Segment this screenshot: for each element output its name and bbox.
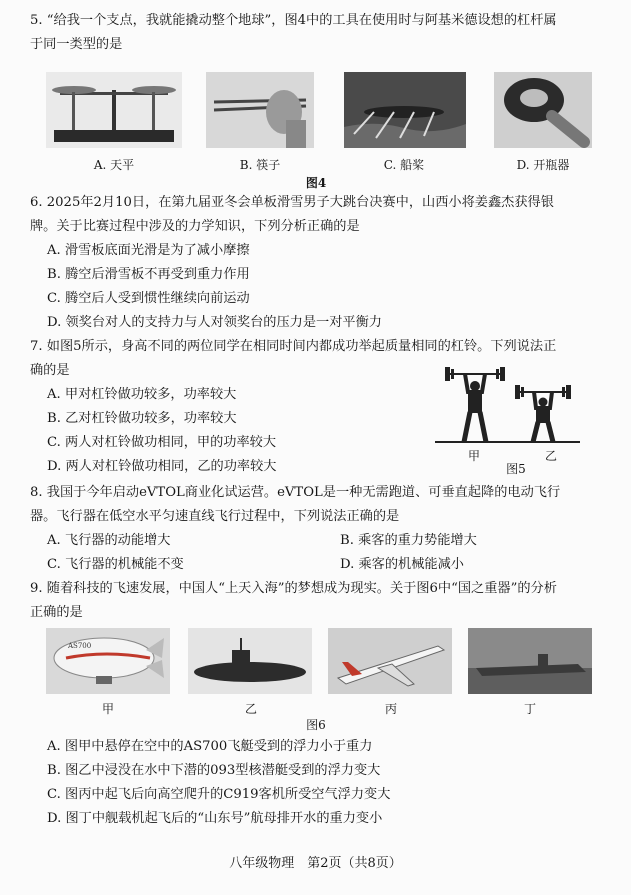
q7-option-a: A. 甲对杠铃做功较多，功率较大 (47, 387, 237, 402)
q9-option-a: A. 图甲中悬停在空中的AS700飞艇受到的浮力小于重力 (47, 739, 373, 754)
q7-option-b: B. 乙对杠铃做功较多，功率较大 (47, 411, 237, 426)
weightlifters-figure (435, 362, 580, 444)
q8-stem-line1: 8. 我国于今年启动eVTOL商业化试运营。eVTOL是一种无需跑道、可垂直起降的电动飞行 (30, 485, 561, 500)
balance-scale-image (46, 72, 182, 148)
rowing-oars-image (344, 72, 466, 148)
q8-option-b: B. 乘客的重力势能增大 (340, 533, 477, 548)
q7-label-yi: 乙 (544, 449, 557, 463)
passenger-jet-image (328, 628, 452, 694)
q6-option-d: D. 领奖台对人的支持力与人对领奖台的压力是一对平衡力 (47, 315, 382, 330)
q9-option-b: B. 图乙中浸没在水中下潜的093型核潜艇受到的浮力变大 (47, 763, 381, 778)
figure-6-caption: 图6 (306, 718, 326, 732)
q7-option-c: C. 两人对杠铃做功相同，甲的功率较大 (47, 435, 277, 450)
airship-text: AS700 (68, 642, 92, 650)
q9-label-yi: 乙 (244, 702, 257, 716)
q5-option-a: A. 天平 (93, 158, 135, 172)
q9-option-c: C. 图丙中起飞后向高空爬升的C919客机所受空气浮力变大 (47, 787, 391, 802)
q9-stem-line2: 正确的是 (30, 605, 83, 620)
q9-stem-line1: 9. 随着科技的飞速发展，中国人“上天入海”的梦想成为现实。关于图6中“国之重器”的分析 (30, 581, 557, 596)
q9-label-ding: 丁 (523, 702, 536, 716)
q9-option-d: D. 图丁中舰载机起飞后的“山东号”航母排开水的重力变小 (47, 811, 383, 826)
q8-stem-line2: 器。飞行器在低空水平匀速直线飞行过程中，下列说法正确的是 (30, 509, 400, 524)
q6-stem-line1: 6. 2025年2月10日，在第九届亚冬会单板滑雪男子大跳台决赛中，山西小将姜鑫杰获得银 (30, 195, 554, 210)
q7-label-jia: 甲 (467, 449, 480, 463)
q6-option-c: C. 腾空后人受到惯性继续向前运动 (47, 291, 250, 306)
figure-4-caption: 图4 (305, 176, 327, 190)
q5-stem-line2: 于同一类型的是 (30, 37, 123, 52)
q9-label-jia: 甲 (101, 702, 114, 716)
q5-option-c: C. 船桨 (383, 158, 425, 172)
aircraft-carrier-image (468, 628, 592, 694)
q5-option-d: D. 开瓶器 (516, 158, 570, 172)
chopsticks-image (206, 72, 314, 148)
q8-option-d: D. 乘客的机械能减小 (340, 557, 464, 572)
airship-image (46, 628, 170, 694)
q8-option-a: A. 飞行器的动能增大 (47, 533, 171, 548)
q8-option-c: C. 飞行器的机械能不变 (47, 557, 184, 572)
bottle-opener-image (494, 72, 592, 148)
q7-option-d: D. 两人对杠铃做功相同，乙的功率较大 (47, 459, 277, 474)
q9-label-bing: 丙 (384, 702, 397, 716)
q6-stem-line2: 牌。关于比赛过程中涉及的力学知识，下列分析正确的是 (30, 219, 360, 234)
page-footer: 八年级物理 第2页（共8页） (229, 856, 402, 871)
figure-5-caption: 图5 (506, 462, 526, 476)
q7-stem-line1: 7. 如图5所示，身高不同的两位同学在相同时间内都成功举起质量相同的杠铃。下列说法正 (30, 339, 557, 354)
submarine-image (188, 628, 312, 694)
q5-option-b: B. 筷子 (239, 158, 281, 172)
q5-stem-line1: 5. “给我一个支点，我就能撬动整个地球”，图4中的工具在使用时与阿基米德设想的杠杆属 (30, 13, 557, 28)
q7-stem-line2: 确的是 (30, 363, 70, 378)
q6-option-b: B. 腾空后滑雪板不再受到重力作用 (47, 267, 250, 282)
q6-option-a: A. 滑雪板底面光滑是为了减小摩擦 (47, 243, 250, 258)
